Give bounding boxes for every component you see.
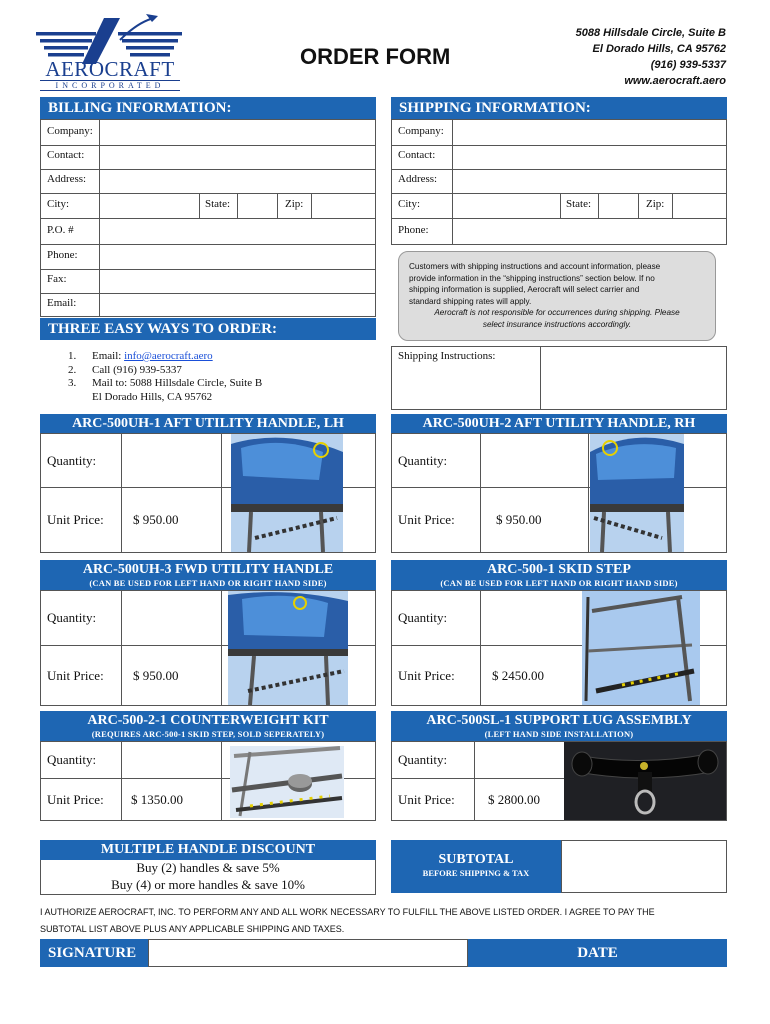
product5-price-label: Unit Price: [47,792,104,807]
billing-fax-label: Fax: [47,273,67,285]
ways-item-email: 1. Email: info@aerocraft.aero [68,350,213,362]
ways-item-call: 2. Call (916) 939-5337 [68,363,182,376]
ways-list [68,350,368,404]
product1-price: $ 950.00 [133,512,179,527]
product5-quantity-label: Quantity: [47,752,97,767]
product5-image [230,746,344,818]
helicopter-handle-photo-icon [590,434,684,552]
company-address-line1: 5088 Hillsdale Circle, Suite B [575,27,726,39]
product3-price-label: Unit Price: [47,668,104,683]
product2-quantity-label: Quantity: [398,453,448,468]
shipping-note-line2: provide information in the “shipping instructions” section below. If no [409,273,655,283]
billing-state-input[interactable] [237,193,277,218]
product6-quantity-label: Quantity: [398,752,448,767]
billing-form [40,119,376,317]
shipping-company-row [392,120,726,146]
billing-zip-input[interactable] [311,193,375,218]
product2-price-label: Unit Price: [398,512,455,527]
shipping-note-italic2: select insurance instructions accordingly. [482,319,632,329]
billing-phone-label: Phone: [47,249,78,261]
billing-company-input[interactable] [99,120,375,145]
product3-image [228,591,348,705]
shipping-contact-input[interactable] [452,144,726,169]
product6-title: ARC-500SL-1 SUPPORT LUG ASSEMBLY [426,713,692,728]
shipping-phone-row [392,219,726,244]
billing-po-label: P.O. # [47,224,74,236]
product5-quantity-input[interactable] [121,742,221,778]
authorization-line1: I AUTHORIZE AEROCRAFT, INC. TO PERFORM ANY AND ALL WORK NECESSARY TO FULFILL THE ABOVE LISTED ORDER. I AGREE TO PAY THE [40,907,655,917]
discount-box [40,840,376,895]
billing-address-label: Address: [47,173,87,185]
shipping-address-input[interactable] [452,168,726,193]
company-address-line2: El Dorado Hills, CA 95762 [592,43,726,55]
shipping-note [398,251,716,341]
product6-price-label: Unit Price: [398,792,455,807]
shipping-heading: SHIPPING INFORMATION: [391,97,727,119]
shipping-city-input[interactable] [452,193,560,218]
product4-quantity-label: Quantity: [398,610,448,625]
shipping-instructions-input[interactable] [540,347,726,409]
product4-quantity-input[interactable] [480,591,582,645]
billing-city-label: City: [47,198,70,210]
subtotal-input[interactable] [561,840,727,893]
product6-price: $ 2800.00 [488,792,540,807]
signature-label: SIGNATURE [40,939,148,967]
product3-quantity-label: Quantity: [47,610,97,625]
shipping-instructions-label: Shipping Instructions: [398,350,496,362]
billing-contact-row [41,144,375,170]
shipping-zip-input[interactable] [672,193,726,218]
billing-city-input[interactable] [99,193,199,218]
billing-company-row [41,120,375,146]
shipping-city-label: City: [398,198,421,210]
email-link[interactable]: info@aerocraft.aero [124,350,213,362]
shipping-note-italic1: Aerocraft is not responsible for occurrences during shipping. Please [434,308,680,317]
product2-quantity-input[interactable] [480,434,588,487]
product3-quantity-input[interactable] [121,591,221,645]
ways-heading: THREE EASY WAYS TO ORDER: [40,318,376,340]
support-lug-photo-icon [564,742,726,820]
product1-quantity-label: Quantity: [47,453,97,468]
product6-quantity-input[interactable] [474,742,564,778]
company-name: AEROCRAFT [45,57,175,81]
product1-quantity-input[interactable] [121,434,221,487]
product1-title: ARC-500UH-1 AFT UTILITY HANDLE, LH [40,414,376,433]
shipping-city-row [392,193,726,219]
product3-price: $ 950.00 [133,668,179,683]
shipping-contact-row [392,144,726,170]
product6-image [564,742,726,820]
company-website[interactable]: www.aerocraft.aero [624,75,726,87]
product3-subtitle: (CAN BE USED FOR LEFT HAND OR RIGHT HAND SIDE) [89,578,327,588]
product5-header [40,711,376,741]
product5-title: ARC-500-2-1 COUNTERWEIGHT KIT [87,713,329,728]
billing-email-label: Email: [47,297,77,309]
product2-price: $ 950.00 [496,512,542,527]
shipping-phone-label: Phone: [398,224,429,236]
product4-price-label: Unit Price: [398,668,455,683]
product4-title: ARC-500-1 SKID STEP [487,562,631,577]
billing-po-row [41,219,375,245]
billing-po-input[interactable] [99,219,375,244]
billing-address-input[interactable] [99,168,375,193]
company-logo [34,12,186,92]
company-contact [576,25,726,89]
product1-price-label: Unit Price: [47,512,104,527]
subtotal-label-box [391,840,561,893]
product4-price: $ 2450.00 [492,668,544,683]
product3-header [40,560,376,590]
signature-input[interactable] [148,939,468,967]
billing-email-row [41,292,375,317]
ways-item-mail-line2: El Dorado Hills, CA 95762 [92,390,213,403]
page-title: ORDER FORM [300,44,451,69]
shipping-form [391,119,727,245]
shipping-contact-label: Contact: [398,149,436,161]
shipping-address-row [392,168,726,194]
date-label: DATE [468,939,727,967]
product6-subtitle: (LEFT HAND SIDE INSTALLATION) [484,729,634,739]
billing-phone-input[interactable] [99,244,375,269]
shipping-note-line1: Customers with shipping instructions and account information, please [409,262,661,271]
billing-address-row [41,168,375,194]
ways-item-mail: 3. Mail to: 5088 Hillsdale Circle, Suite B [68,377,263,389]
billing-fax-input[interactable] [99,268,375,293]
billing-heading: BILLING INFORMATION: [40,97,376,119]
shipping-company-label: Company: [398,125,444,137]
shipping-state-label: State: [566,198,592,210]
helicopter-handle-photo-icon [228,591,348,705]
shipping-zip-label: Zip: [646,198,665,210]
company-tagline: INCORPORATED [40,80,180,91]
billing-company-label: Company: [47,125,93,137]
product2-image [590,434,684,552]
product6-header [391,711,727,741]
company-phone: (916) 939-5337 [650,59,726,71]
helicopter-handle-photo-icon [231,434,343,552]
shipping-company-input[interactable] [452,120,726,145]
billing-state-label: State: [205,198,231,210]
counterweight-kit-photo-icon [230,746,344,818]
subtotal-heading: SUBTOTAL [438,852,514,867]
shipping-phone-input[interactable] [452,219,726,244]
discount-line1: Buy (2) handles & save 5% [136,860,280,875]
billing-phone-row [41,244,375,270]
discount-line2: Buy (4) or more handles & save 10% [111,877,305,892]
authorization-text [40,904,740,938]
product2-title: ARC-500UH-2 AFT UTILITY HANDLE, RH [391,414,727,433]
billing-zip-label: Zip: [285,198,304,210]
product1-image [231,434,343,552]
authorization-line2: SUBTOTAL LIST ABOVE PLUS ANY APPLICABLE SHIPPING AND TAXES. [40,924,345,934]
product4-subtitle: (CAN BE USED FOR LEFT HAND OR RIGHT HAND SIDE) [440,578,678,588]
product4-header [391,560,727,590]
product5-subtitle: (REQUIRES ARC-500-1 SKID STEP, SOLD SEPERATELY) [91,729,325,739]
discount-heading: MULTIPLE HANDLE DISCOUNT [40,840,376,860]
shipping-instructions [391,346,727,410]
billing-email-input[interactable] [99,292,375,317]
shipping-state-input[interactable] [598,193,638,218]
product3-title: ARC-500UH-3 FWD UTILITY HANDLE [82,562,334,577]
billing-fax-row [41,268,375,294]
shipping-note-line3: shipping information is supplied, Aerocraft will select carrier and [409,285,640,294]
shipping-note-line4: standard shipping rates will apply. [409,296,532,306]
subtotal-sub: BEFORE SHIPPING & TAX [422,868,530,878]
billing-contact-label: Contact: [47,149,85,161]
product5-price: $ 1350.00 [131,792,183,807]
billing-city-row [41,193,375,219]
skid-step-photo-icon [582,591,700,705]
shipping-address-label: Address: [398,173,438,185]
billing-contact-input[interactable] [99,144,375,169]
product4-image [582,591,700,705]
